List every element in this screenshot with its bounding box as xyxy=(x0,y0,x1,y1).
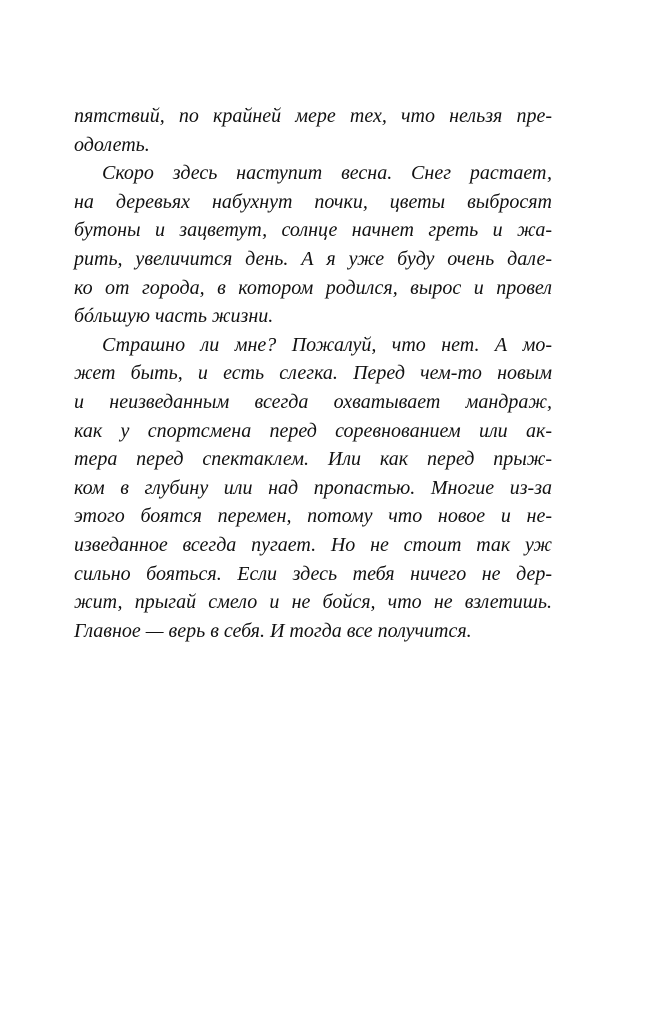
text-line: ком в глубину или над пропастью. Многие из-за xyxy=(74,476,552,499)
paragraph xyxy=(74,331,552,646)
paragraph xyxy=(74,159,552,331)
text-line: жит, прыгай смело и не бойся, что не взлетишь. xyxy=(74,591,552,614)
text-line: на деревьях набухнут почки, цветы выбросят xyxy=(74,190,552,213)
text-line: ко от города, в котором родился, вырос и провел xyxy=(74,276,552,299)
text-line: как у спортсмена перед соревнованием или ак- xyxy=(74,419,552,442)
text-line: пятствий, по крайней мере тех, что нельзя пре- xyxy=(74,105,552,127)
text-line: одолеть. xyxy=(74,133,150,156)
text-line: тера перед спектаклем. Или как перед прыж- xyxy=(74,448,552,471)
text-line: Главное — верь в себя. И тогда все получится. xyxy=(74,619,472,642)
text-line: жет быть, и есть слегка. Перед чем-то новым xyxy=(74,362,552,385)
body-text xyxy=(74,102,552,645)
text-line: сильно бояться. Если здесь тебя ничего не дер- xyxy=(74,562,552,585)
text-line: Страшно ли мне? Пожалуй, что нет. А мо- xyxy=(102,333,552,356)
text-line: Скоро здесь наступит весна. Снег растает, xyxy=(102,162,552,185)
text-line: бутоны и зацветут, солнце начнет греть и жа- xyxy=(74,219,552,242)
text-line: и неизведанным всегда охватывает мандраж, xyxy=(74,390,552,413)
paragraph xyxy=(74,102,552,159)
text-line: изведанное всегда пугает. Но не стоит так уж xyxy=(74,533,552,556)
text-line: этого боятся перемен, потому что новое и не- xyxy=(74,505,552,528)
text-line: бóльшую часть жизни. xyxy=(74,305,274,328)
text-line: рить, увеличится день. А я уже буду очень дале- xyxy=(74,247,552,270)
